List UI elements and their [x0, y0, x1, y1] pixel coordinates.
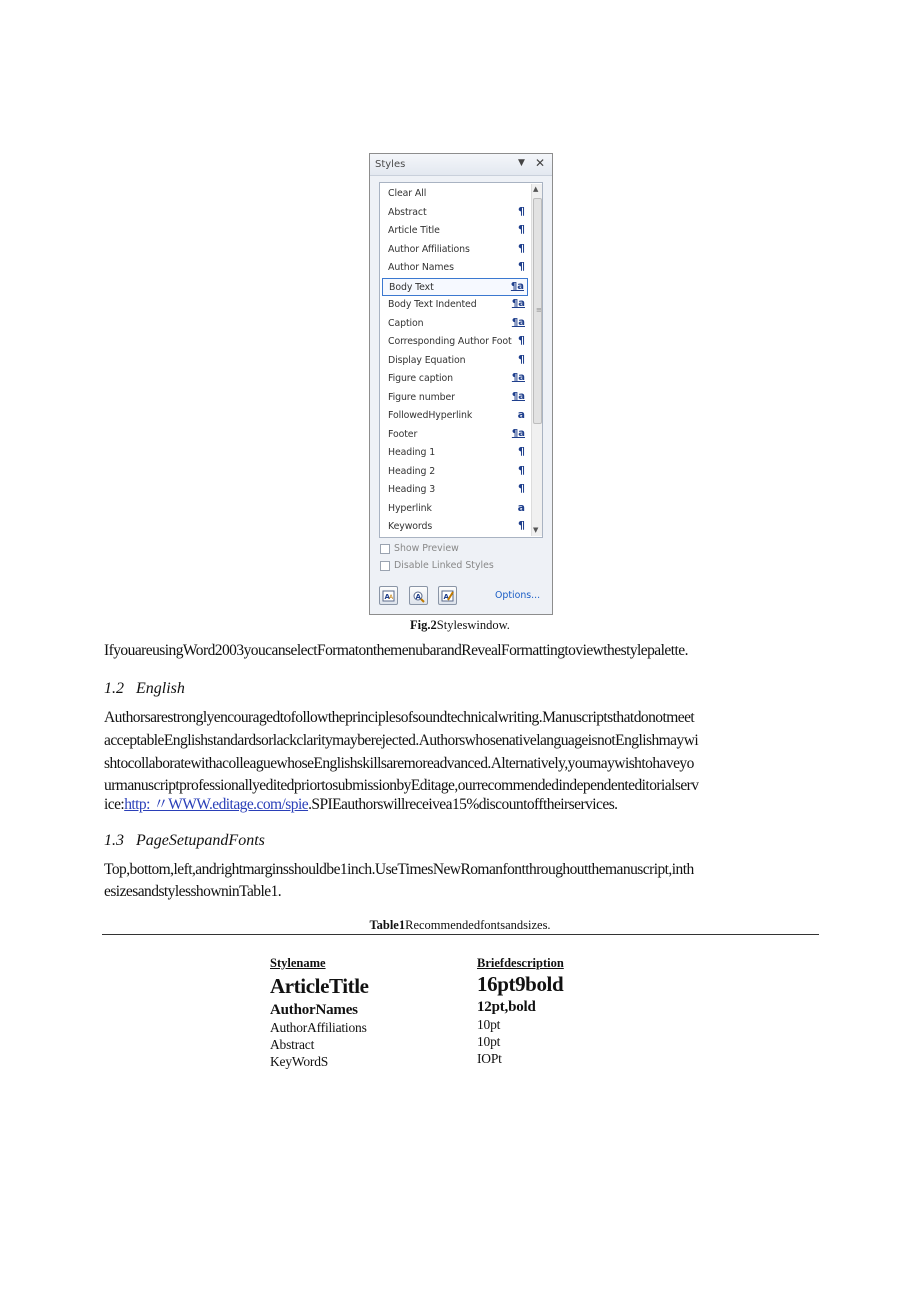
- table-title-text: Recommendedfontsandsizes.: [405, 918, 551, 932]
- style-item-clear-all[interactable]: [382, 185, 528, 203]
- style-inspector-button[interactable]: [409, 586, 428, 605]
- paragraph-style-icon: ¶: [518, 482, 525, 495]
- table-cell: 10pt: [477, 1017, 501, 1032]
- style-item-label: Body Text Indented: [388, 299, 477, 310]
- intro-paragraph: IfyouareusingWord2003youcanselectFormatonthemenubarandRevealFormattingtoviewthestylepalette.: [104, 642, 688, 659]
- line-prefix: ice:: [104, 796, 125, 813]
- linked-style-icon: ¶a: [511, 427, 525, 439]
- scroll-up-icon[interactable]: ▲: [533, 185, 539, 193]
- manage-styles-button[interactable]: [438, 586, 457, 605]
- disable-linked-styles-checkbox[interactable]: [380, 561, 390, 571]
- paragraph-style-icon: ¶: [518, 223, 525, 236]
- style-item-followed-hyperlink[interactable]: [382, 407, 528, 425]
- table-title-label: Table1: [369, 918, 406, 932]
- style-item-label: Author Affiliations: [388, 243, 470, 255]
- new-style-button[interactable]: [379, 586, 398, 605]
- table-cell: AuthorAffiliations: [270, 1020, 367, 1035]
- style-item-label: Corresponding Author Foot: [388, 336, 512, 347]
- style-item-heading-1[interactable]: [382, 444, 528, 462]
- section-title: PageSetupandFonts: [136, 832, 265, 849]
- close-icon[interactable]: ✕: [535, 156, 546, 170]
- styles-list: [379, 182, 543, 538]
- style-item-label: Figure caption: [388, 373, 454, 384]
- table-cell: Abstract: [270, 1037, 315, 1052]
- svg-text:A: A: [443, 593, 449, 601]
- paragraph-style-icon: ¶: [518, 463, 525, 477]
- chevron-down-icon[interactable]: ▼: [518, 158, 525, 168]
- style-item-hyperlink[interactable]: [382, 500, 528, 518]
- style-item-caption[interactable]: [382, 315, 528, 333]
- linked-style-icon: ¶a: [511, 372, 525, 383]
- paragraph-style-icon: ¶: [518, 519, 525, 532]
- paragraph-style-icon: ¶: [518, 241, 525, 255]
- figure-caption-label: Fig.2: [410, 618, 437, 632]
- scrollbar-thumb[interactable]: [533, 198, 542, 424]
- style-item-author-affiliations[interactable]: [382, 241, 528, 259]
- styles-window-title: Styles: [375, 159, 406, 170]
- style-item-label: Abstract: [388, 206, 427, 218]
- paragraph-style-icon: ¶: [518, 334, 525, 347]
- style-item-label: Author Names: [388, 262, 454, 273]
- show-preview-label: Show Preview: [394, 543, 459, 554]
- paragraph-line: shtocollaboratewithacolleaguewhoseEnglishskillsaremoreadvanced.Alternatively,youmaywishtohaveyo: [104, 755, 694, 772]
- linked-style-icon: ¶a: [510, 280, 524, 292]
- line-suffix: .SPIEauthorswillreceivea15%discountofftheirservices.: [308, 796, 618, 813]
- section-number: 1.2: [104, 680, 124, 697]
- linked-style-icon: ¶a: [511, 316, 525, 328]
- section-title: English: [136, 680, 185, 697]
- paragraph-style-icon: ¶: [518, 445, 525, 458]
- linked-style-icon: ¶a: [511, 390, 525, 402]
- paragraph-line: acceptableEnglishstandardsorlackclaritymayberejected.AuthorswhosenativelanguageisnotEnglishmaywi: [104, 732, 699, 749]
- disable-linked-styles-label: Disable Linked Styles: [394, 560, 494, 571]
- table-title: [0, 918, 920, 933]
- new-style-icon: [382, 589, 396, 603]
- paragraph-line: Top,bottom,left,andrightmarginsshouldbe1inch.UseTimesNewRomanfontthroughoutthemanuscript,inth: [104, 861, 694, 878]
- section-heading-page-setup: [104, 832, 265, 850]
- table-cell: KeyWordS: [270, 1054, 329, 1069]
- style-item-label: Hyperlink: [388, 502, 432, 514]
- style-item-label: Footer: [388, 428, 418, 440]
- style-item-figure-number[interactable]: [382, 389, 528, 407]
- scroll-down-icon[interactable]: ▼: [533, 526, 539, 534]
- svg-text:A: A: [389, 594, 394, 601]
- svg-text:A: A: [415, 593, 421, 601]
- paragraph-style-icon: ¶: [518, 260, 525, 273]
- character-style-icon: a: [517, 408, 525, 421]
- style-item-label: Display Equation: [388, 354, 466, 366]
- style-item-figure-caption[interactable]: [382, 370, 528, 388]
- manage-styles-icon: [441, 589, 455, 603]
- paragraph-style-icon: ¶: [518, 204, 525, 218]
- style-item-footer[interactable]: [382, 426, 528, 444]
- paragraph-style-icon: ¶: [518, 352, 525, 366]
- options-link[interactable]: Options...: [495, 590, 541, 601]
- table-header-style-name: Stylename: [270, 956, 326, 970]
- section-heading-english: [104, 680, 185, 698]
- grip-icon: ≡: [536, 306, 542, 314]
- style-item-label: Caption: [388, 317, 424, 329]
- style-item-corresponding-author-foot[interactable]: [382, 333, 528, 351]
- paragraph-line-with-link: [104, 792, 618, 814]
- table-cell: 12pt,bold: [477, 999, 536, 1015]
- style-item-article-title[interactable]: [382, 222, 528, 240]
- table-top-rule: [102, 934, 819, 935]
- table-cell: 10pt: [477, 1034, 501, 1049]
- style-item-label: Figure number: [388, 391, 455, 403]
- style-item-label: Article Title: [388, 225, 440, 236]
- character-style-icon: a: [517, 500, 525, 514]
- figure-caption-text: Styleswindow.: [436, 618, 510, 632]
- style-item-heading-2[interactable]: [382, 463, 528, 481]
- style-item-author-names[interactable]: [382, 259, 528, 277]
- paragraph-line: Authorsarestronglyencouragedtofollowtheprinciplesofsoundtechnicalwriting.Manuscriptsthatdonotmeet: [104, 709, 695, 726]
- table-cell: AuthorNames: [270, 1002, 358, 1018]
- style-item-label: Heading 2: [388, 465, 436, 477]
- style-item-heading-3[interactable]: [382, 481, 528, 499]
- section-number: 1.3: [104, 832, 124, 849]
- style-item-abstract[interactable]: [382, 204, 528, 222]
- style-item-keywords[interactable]: [382, 518, 528, 536]
- style-item-label: Keywords: [388, 521, 433, 532]
- style-item-label: Clear All: [388, 188, 427, 199]
- linked-style-icon: ¶a: [511, 298, 525, 309]
- style-item-body-text[interactable]: [382, 278, 528, 296]
- table-header-description: Briefdescription: [477, 956, 564, 970]
- style-item-label: Heading 3: [388, 484, 436, 495]
- style-item-label: FollowedHyperlink: [388, 410, 473, 421]
- paragraph-line: esizesandstylesshowninTable1.: [104, 883, 282, 900]
- styles-window-header: [370, 154, 552, 176]
- style-item-display-equation[interactable]: [382, 352, 528, 370]
- styles-list-scrollbar[interactable]: [531, 184, 542, 536]
- show-preview-checkbox[interactable]: [380, 544, 390, 554]
- style-inspector-icon: [412, 589, 426, 603]
- figure-caption: [0, 618, 920, 633]
- table-cell: ArticleTitle: [270, 974, 369, 998]
- style-item-label: Body Text: [389, 281, 434, 293]
- editage-link[interactable]: http: 〃WWW.editage.com/spie: [124, 796, 309, 813]
- paragraph-line: urmanuscriptprofessionallyeditedpriortosubmissionbyEditage,ourrecommendedindependenteditorialserv: [104, 777, 699, 794]
- style-item-label: Heading 1: [388, 447, 436, 458]
- styles-window: [369, 153, 553, 615]
- table-cell: 16pt9bold: [477, 972, 564, 996]
- svg-text:A: A: [384, 593, 390, 601]
- table-cell: IOPt: [477, 1051, 502, 1066]
- style-item-body-text-indented[interactable]: [382, 296, 528, 314]
